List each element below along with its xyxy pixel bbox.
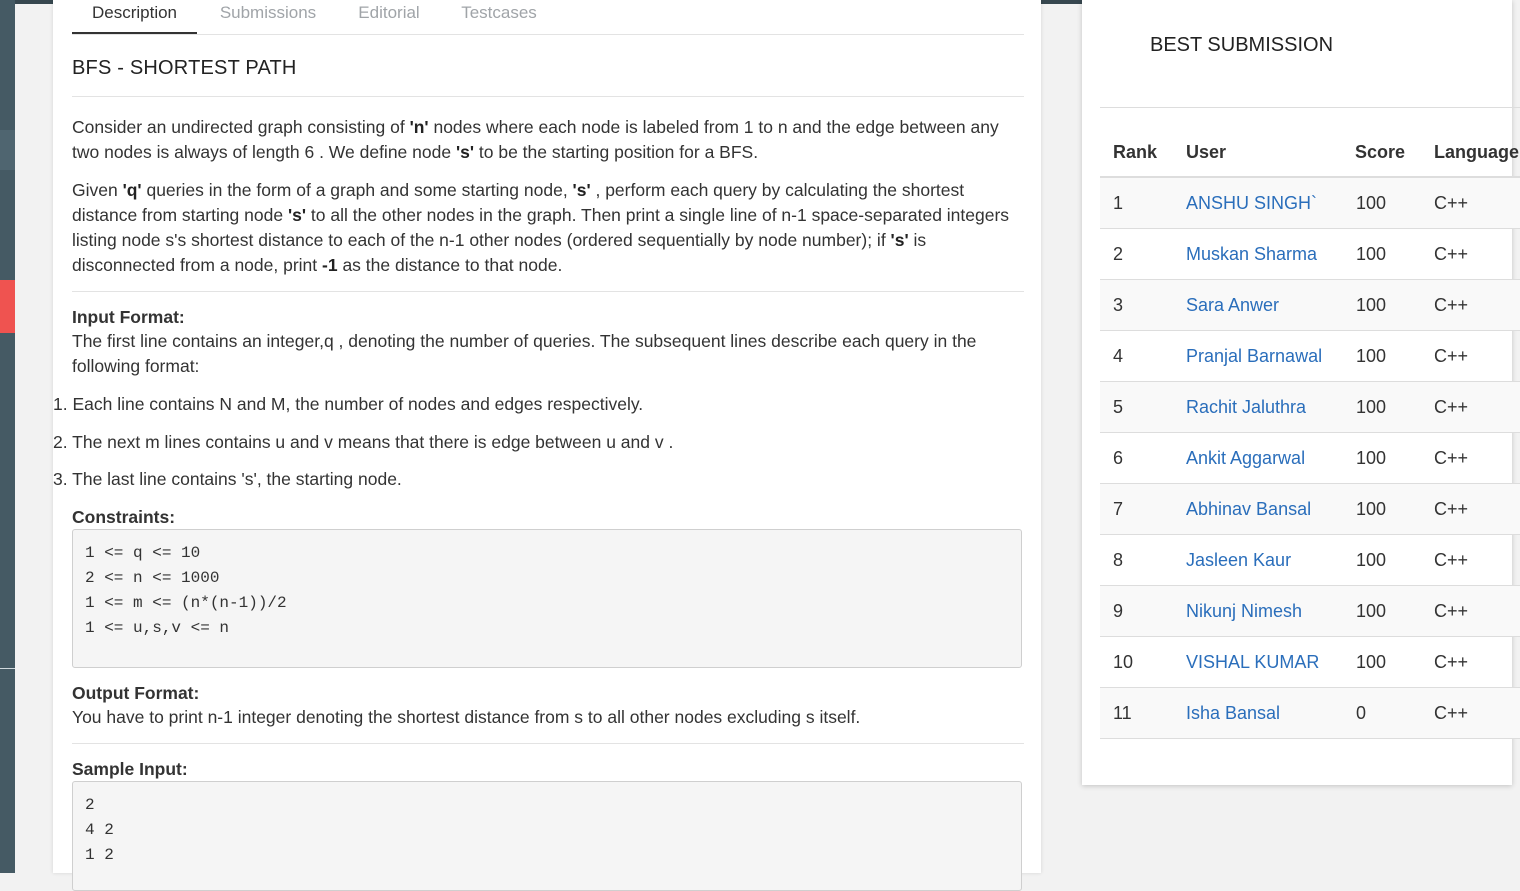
rank-cell: 3	[1113, 295, 1124, 315]
rank-cell: 7	[1113, 499, 1124, 519]
problem-tabs	[72, 0, 1024, 35]
leaderboard-row	[1100, 586, 1520, 637]
user-link[interactable]: VISHAL KUMAR	[1186, 652, 1320, 672]
divider	[72, 743, 1024, 744]
constraints-label: Constraints:	[72, 507, 176, 527]
language-cell: C++	[1434, 193, 1469, 213]
problem-card	[53, 0, 1041, 873]
score-cell: 100	[1356, 550, 1387, 570]
user-link[interactable]: Sara Anwer	[1186, 295, 1280, 315]
constraint-line: 1 <= m <= (n*(n-1))/2	[85, 594, 287, 612]
score-cell: 100	[1356, 499, 1387, 519]
output-format-label: Output Format:	[72, 683, 200, 703]
language-cell: C++	[1434, 346, 1469, 366]
divider	[72, 96, 1024, 97]
tab-submissions[interactable]: Submissions	[219, 3, 317, 22]
input-format-label: Input Format:	[72, 307, 185, 327]
rank-cell: 10	[1113, 652, 1134, 672]
rank-column-header: Rank	[1113, 142, 1158, 162]
rank-cell: 8	[1113, 550, 1124, 570]
language-cell: C++	[1434, 703, 1469, 723]
leaderboard-row	[1100, 433, 1520, 484]
score-cell: 100	[1356, 295, 1387, 315]
rank-cell: 9	[1113, 601, 1124, 621]
leaderboard-row	[1100, 535, 1520, 586]
sample-input-label: Sample Input:	[72, 759, 188, 779]
score-cell: 100	[1356, 193, 1387, 213]
leaderboard-header	[1100, 128, 1520, 178]
rail-active-item[interactable]	[0, 280, 15, 333]
sample-input-line: 1 2	[85, 846, 114, 864]
rank-cell: 6	[1113, 448, 1124, 468]
user-link[interactable]: Rachit Jaluthra	[1186, 397, 1307, 417]
constraint-line: 2 <= n <= 1000	[85, 569, 220, 587]
input-format-item: 2. The next m lines contains u and v means that there is edge between u and v .	[53, 432, 674, 452]
leaderboard-row	[1100, 331, 1520, 382]
score-cell: 100	[1356, 601, 1387, 621]
leaderboard-row	[1100, 382, 1520, 433]
language-cell: C++	[1434, 499, 1469, 519]
problem-statement-paragraph-2: Given 'q' queries in the form of a graph and some starting node, 's' , perform each query by calculating the shortest distance from starting node 's' to all the other nodes in the graph. Then print a single line of n-1 space-separated integers listing node s's shortest distance to each of the n-1 other nodes (ordered sequentially by node number); if 's' is disconnected from a node, print -1 as the distance to that node.	[72, 180, 1010, 275]
user-link[interactable]: ANSHU SINGH`	[1186, 193, 1318, 213]
score-cell: 100	[1356, 244, 1387, 264]
rail-divider	[0, 668, 15, 669]
rank-cell: 2	[1113, 244, 1124, 264]
input-format-item: 1. Each line contains N and M, the number of nodes and edges respectively.	[53, 394, 644, 414]
rank-cell: 4	[1113, 346, 1124, 366]
score-cell: 100	[1356, 652, 1387, 672]
leaderboard-row	[1100, 484, 1520, 535]
user-link[interactable]: Isha Bansal	[1186, 703, 1281, 723]
divider	[1100, 107, 1520, 108]
language-cell: C++	[1434, 448, 1469, 468]
language-column-header: Language	[1434, 142, 1520, 162]
leaderboard-row	[1100, 637, 1520, 688]
sample-input-line: 4 2	[85, 821, 114, 839]
score-cell: 100	[1356, 448, 1387, 468]
sample-input-code-block	[72, 781, 1022, 891]
best-submission-title: BEST SUBMISSION	[1150, 34, 1334, 56]
language-cell: C++	[1434, 550, 1469, 570]
rank-cell: 5	[1113, 397, 1124, 417]
language-cell: C++	[1434, 601, 1469, 621]
leaderboard-row	[1100, 688, 1520, 739]
user-link[interactable]: Jasleen Kaur	[1186, 550, 1292, 570]
score-cell: 100	[1356, 397, 1387, 417]
user-link[interactable]: Nikunj Nimesh	[1186, 601, 1303, 621]
tab-testcases[interactable]: Testcases	[461, 3, 537, 22]
tab-description[interactable]: Description	[72, 0, 197, 34]
problem-title: BFS - SHORTEST PATH	[72, 57, 297, 79]
leaderboard-row	[1100, 229, 1520, 280]
language-cell: C++	[1434, 652, 1469, 672]
rail-item[interactable]	[0, 130, 15, 170]
leaderboard-row	[1100, 178, 1520, 229]
score-cell: 0	[1356, 703, 1367, 723]
language-cell: C++	[1434, 397, 1469, 417]
divider	[72, 291, 1024, 292]
user-link[interactable]: Muskan Sharma	[1186, 244, 1318, 264]
user-link[interactable]: Ankit Aggarwal	[1186, 448, 1306, 468]
constraints-code-block	[72, 529, 1022, 668]
user-link[interactable]: Pranjal Barnawal	[1186, 346, 1323, 366]
constraint-line: 1 <= u,s,v <= n	[85, 619, 230, 637]
rank-cell: 1	[1113, 193, 1124, 213]
constraint-line: 1 <= q <= 10	[85, 544, 201, 562]
input-format-item: 3. The last line contains 's', the starting node.	[53, 469, 402, 489]
best-submission-card	[1082, 0, 1520, 785]
score-cell: 100	[1356, 346, 1387, 366]
score-column-header: Score	[1355, 142, 1406, 162]
language-cell: C++	[1434, 295, 1469, 315]
problem-statement-paragraph-1: Consider an undirected graph consisting of 'n' nodes where each node is labeled from 1 to n and the edge between any two nodes is always of length 6 . We define node 's' to be the starting position for a BFS.	[72, 117, 999, 162]
output-format-text: You have to print n-1 integer denoting the shortest distance from s to all other nodes excluding s itself.	[72, 707, 861, 727]
tab-editorial[interactable]: Editorial	[358, 3, 420, 22]
input-format-text: The first line contains an integer,q , denoting the number of queries. The subsequent lines describe each query in the following format:	[72, 331, 977, 376]
user-column-header: User	[1186, 142, 1227, 162]
left-sidebar-rail	[0, 0, 15, 873]
sample-input-line: 2	[85, 796, 95, 814]
leaderboard-row	[1100, 280, 1520, 331]
language-cell: C++	[1434, 244, 1469, 264]
user-link[interactable]: Abhinav Bansal	[1186, 499, 1312, 519]
rank-cell: 11	[1113, 703, 1132, 723]
